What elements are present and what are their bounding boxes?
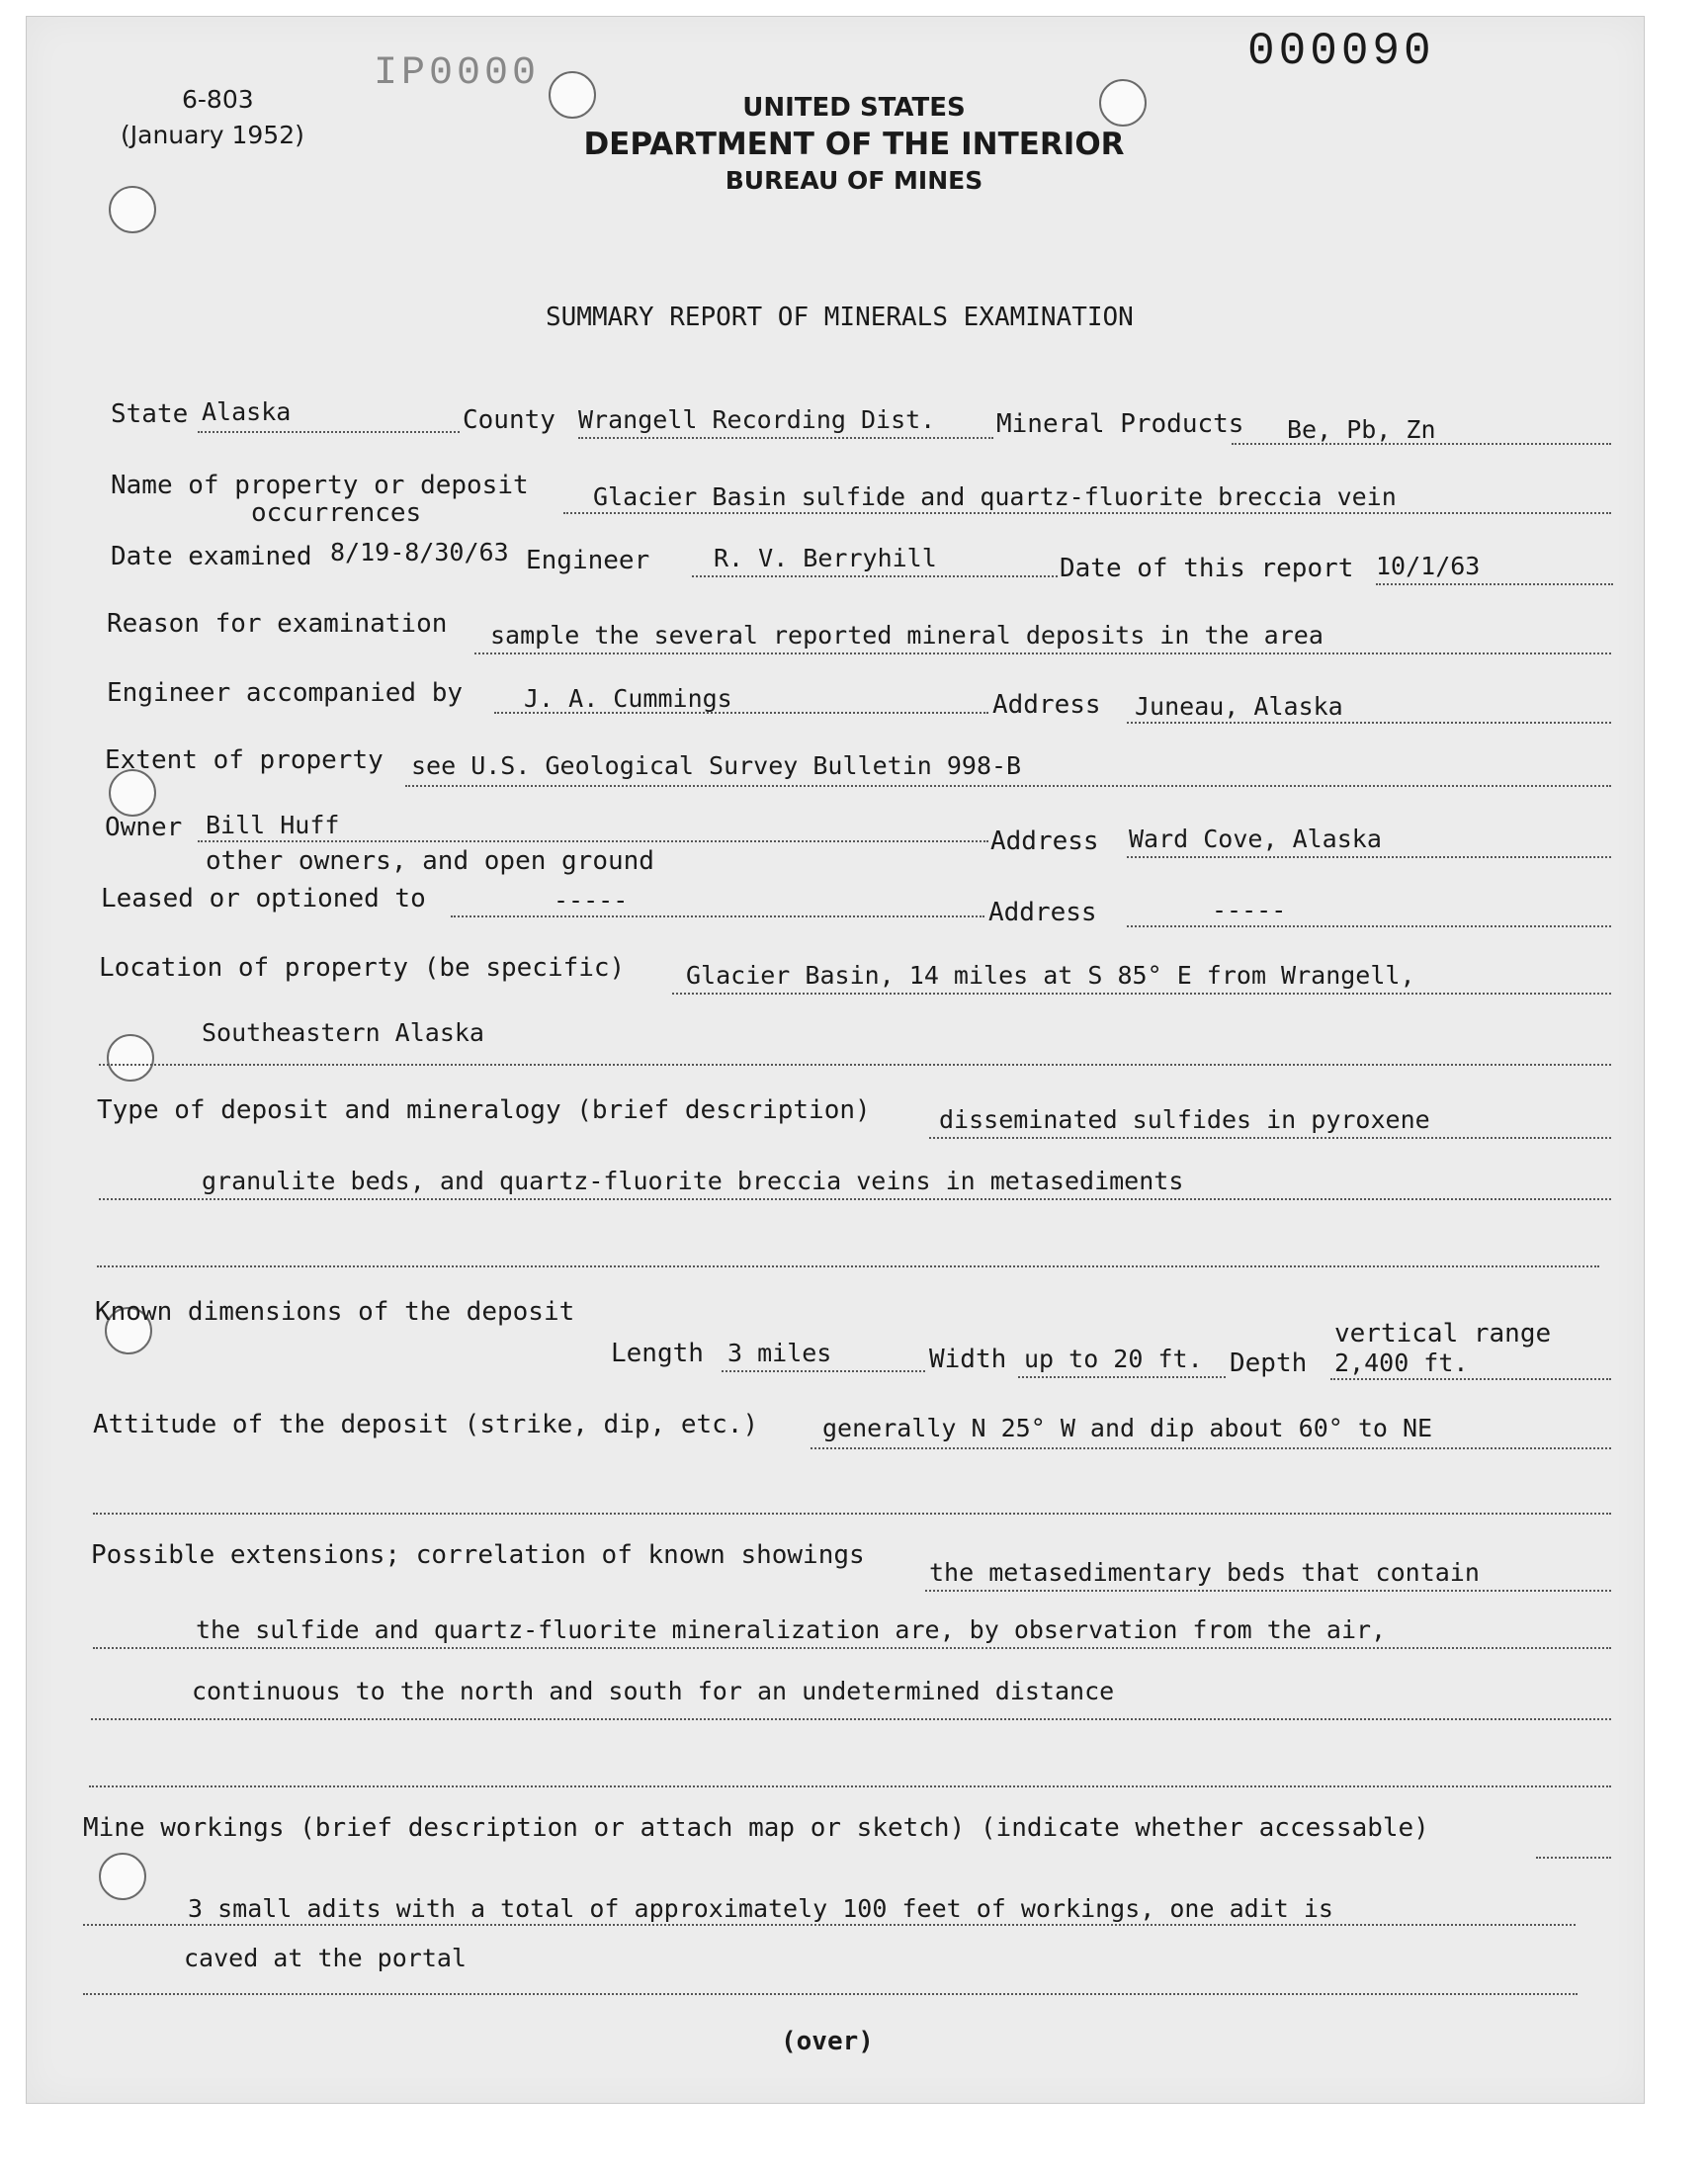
over-note: (over) xyxy=(781,2027,874,2056)
attitude-line-1 xyxy=(811,1447,1611,1449)
county-line xyxy=(578,437,993,439)
leased-address-value: ----- xyxy=(1212,896,1287,924)
length-value: 3 miles xyxy=(727,1339,832,1367)
date-examined-value: 8/19-8/30/63 xyxy=(330,538,509,566)
type-value-1: disseminated sulfides in pyroxene xyxy=(939,1105,1430,1134)
attitude-label: Attitude of the deposit (strike, dip, etc.) xyxy=(93,1410,759,1439)
extent-value: see U.S. Geological Survey Bulletin 998-B xyxy=(411,751,1022,780)
punch-hole xyxy=(107,1034,154,1082)
type-line-3 xyxy=(97,1265,1599,1267)
owner-address-label: Address xyxy=(990,826,1099,856)
workings-line-2 xyxy=(83,1993,1578,1995)
leased-address-label: Address xyxy=(988,898,1097,927)
owner-line xyxy=(198,840,988,842)
punch-hole xyxy=(109,769,156,817)
attitude-line-2 xyxy=(93,1513,1611,1515)
mineral-products-value: Be, Pb, Zn xyxy=(1287,415,1436,444)
reason-label: Reason for examination xyxy=(107,609,448,639)
depth-label: Depth xyxy=(1230,1348,1308,1378)
length-label: Length xyxy=(611,1339,704,1368)
stamp-number: IP0000 xyxy=(374,51,541,96)
header-united-states: UNITED STATES xyxy=(742,93,966,123)
extensions-value-2: the sulfide and quartz-fluorite mineralization are, by observation from the air, xyxy=(196,1615,1387,1644)
accompanied-value: J. A. Cummings xyxy=(524,684,732,713)
accompanied-label: Engineer accompanied by xyxy=(107,678,464,708)
date-report-label: Date of this report xyxy=(1060,554,1354,583)
header-department: DEPARTMENT OF THE INTERIOR xyxy=(583,127,1125,162)
location-value-2: Southeastern Alaska xyxy=(202,1018,484,1047)
engineer-label: Engineer xyxy=(526,546,650,575)
type-value-2: granulite beds, and quartz-fluorite breccia veins in metasediments xyxy=(202,1167,1184,1195)
county-label: County xyxy=(463,405,555,435)
name-line xyxy=(563,512,1611,514)
width-label: Width xyxy=(929,1345,1007,1374)
location-line-2 xyxy=(99,1064,1611,1066)
document-number: 000090 xyxy=(1247,26,1435,77)
owner-address-value: Ward Cove, Alaska xyxy=(1129,825,1382,853)
extensions-value-1: the metasedimentary beds that contain xyxy=(929,1558,1480,1587)
extensions-value-3: continuous to the north and south for an undetermined distance xyxy=(192,1677,1115,1705)
depth-line xyxy=(1330,1378,1611,1380)
workings-line-1 xyxy=(83,1924,1576,1926)
name-label: Name of property or deposit xyxy=(111,471,529,500)
accompanied-address-line xyxy=(1127,722,1611,724)
state-value: Alaska xyxy=(202,397,292,426)
extensions-label: Possible extensions; correlation of known showings xyxy=(91,1540,865,1570)
date-report-value: 10/1/63 xyxy=(1376,552,1481,580)
type-line-2 xyxy=(99,1198,1611,1200)
length-line xyxy=(722,1370,925,1372)
engineer-value: R. V. Berryhill xyxy=(714,544,937,572)
leased-label: Leased or optioned to xyxy=(101,884,426,914)
engineer-line xyxy=(692,575,1058,577)
leased-address-line xyxy=(1127,925,1611,927)
owner-label: Owner xyxy=(105,813,183,842)
workings-label: Mine workings (brief description or attach map or sketch) (indicate whether accessable) xyxy=(83,1813,1429,1843)
extent-line xyxy=(405,785,1611,787)
accompanied-address-label: Address xyxy=(992,690,1101,720)
extensions-line-4 xyxy=(89,1785,1611,1787)
form-number: 6-803 xyxy=(182,85,254,114)
page-title: SUMMARY REPORT OF MINERALS EXAMINATION xyxy=(546,303,1134,332)
depth-note: vertical range xyxy=(1334,1319,1552,1348)
extensions-line-1 xyxy=(925,1590,1611,1592)
name-value-2: occurrences xyxy=(251,498,422,528)
workings-value-1: 3 small adits with a total of approximately 100 feet of workings, one adit is xyxy=(188,1894,1333,1923)
type-label: Type of deposit and mineralogy (brief description) xyxy=(97,1095,871,1125)
leased-value: ----- xyxy=(554,886,629,914)
mineral-products-line xyxy=(1232,443,1611,445)
leased-line xyxy=(451,915,984,917)
workings-value-2: caved at the portal xyxy=(184,1944,467,1972)
attitude-value: generally N 25° W and dip about 60° to NE xyxy=(822,1414,1433,1442)
accompanied-line xyxy=(494,712,988,714)
mineral-products-label: Mineral Products xyxy=(996,409,1244,439)
location-value-1: Glacier Basin, 14 miles at S 85° E from Wrangell, xyxy=(686,961,1415,990)
punch-hole xyxy=(99,1853,146,1900)
owner-value-2: other owners, and open ground xyxy=(206,846,654,876)
location-line-1 xyxy=(672,993,1611,995)
form-date: (January 1952) xyxy=(121,121,304,149)
depth-value: 2,400 ft. xyxy=(1334,1348,1469,1377)
location-label: Location of property (be specific) xyxy=(99,953,626,983)
name-value-1: Glacier Basin sulfide and quartz-fluorite breccia vein xyxy=(593,482,1397,511)
extent-label: Extent of property xyxy=(105,745,384,775)
header-bureau: BUREAU OF MINES xyxy=(725,166,983,195)
extensions-line-2 xyxy=(93,1647,1611,1649)
reason-value: sample the several reported mineral deposits in the area xyxy=(490,621,1324,650)
width-line xyxy=(1018,1376,1226,1378)
state-label: State xyxy=(111,399,189,429)
date-examined-label: Date examined xyxy=(111,542,312,571)
type-line-1 xyxy=(929,1137,1611,1139)
accompanied-address-value: Juneau, Alaska xyxy=(1135,692,1343,721)
date-report-line xyxy=(1376,583,1613,585)
width-value: up to 20 ft. xyxy=(1024,1345,1203,1373)
dimensions-label: Known dimensions of the deposit xyxy=(95,1297,575,1327)
owner-address-line xyxy=(1127,856,1611,858)
owner-value-1: Bill Huff xyxy=(206,811,340,839)
reason-line xyxy=(474,652,1611,654)
extensions-line-3 xyxy=(91,1718,1611,1720)
state-line xyxy=(198,431,460,433)
workings-line-0 xyxy=(1536,1857,1611,1859)
county-value: Wrangell Recording Dist. xyxy=(578,405,936,434)
